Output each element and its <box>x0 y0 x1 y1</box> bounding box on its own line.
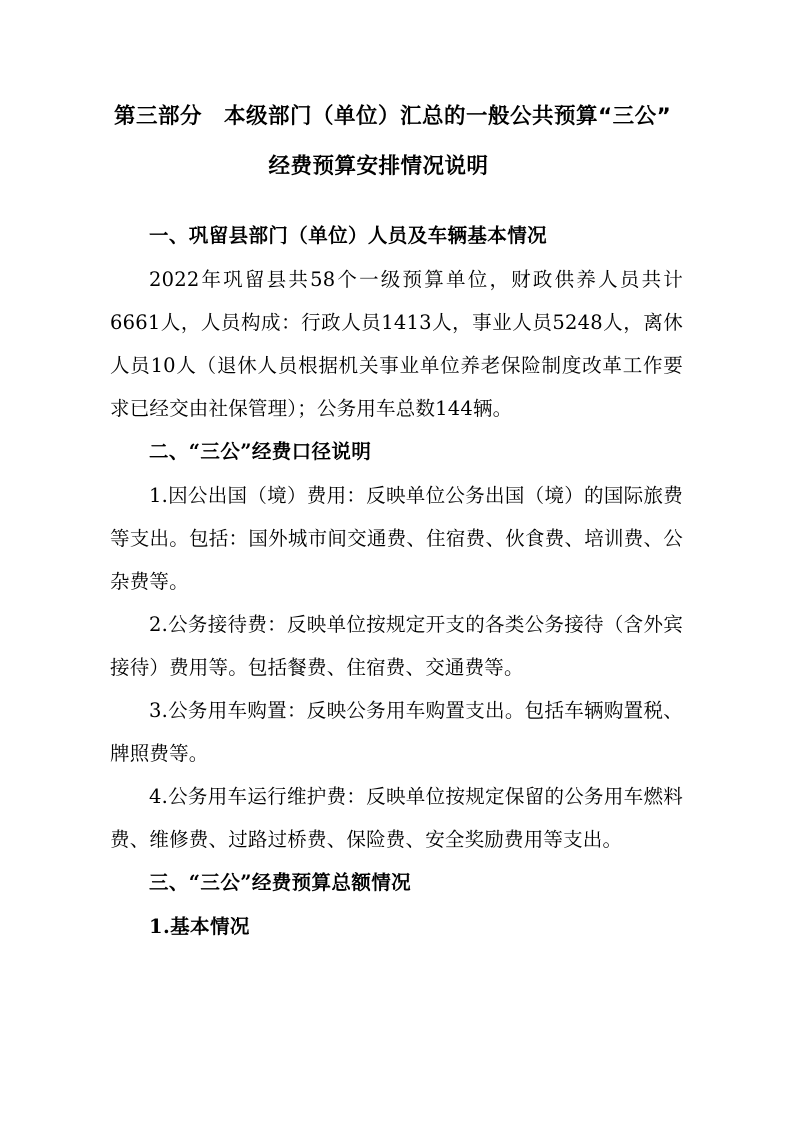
page-title <box>110 92 683 192</box>
section-2-paragraph-4: 4.公务用车运行维护费：反映单位按规定保留的公务用车燃料费、维修费、过路过桥费、保险费、安全奖励费用等支出。 <box>110 785 683 851</box>
section-1-paragraph-1: 2022年巩留县共58个一级预算单位，财政供养人员共计6661人，人员构成：行政人员1413人，事业人员5248人，离休人员10人（退休人员根据机关事业单位养老保险制度改革工作要求已经交由社保管理）；公务用车总数144辆。 <box>110 268 683 420</box>
section-2-paragraph-1: 1.因公出国（境）费用：反映单位公务出国（境）的国际旅费等支出。包括：国外城市间交通费、住宿费、伙食费、培训费、公杂费等。 <box>110 484 683 593</box>
section-2-paragraph-2: 2.公务接待费：反映单位按规定开支的各类公务接待（含外宾接待）费用等。包括餐费、住宿费、交通费等。 <box>110 613 683 679</box>
page-title-line-2: 经费预算安排情况说明 <box>268 154 489 179</box>
section-heading-1: 一、巩留县部门（单位）人员及车辆基本情况 <box>149 224 548 247</box>
section-3-subheading-1: 1.基本情况 <box>149 915 250 938</box>
section-2-paragraph-3: 3.公务用车购置：反映公务用车购置支出。包括车辆购置税、牌照费等。 <box>110 699 683 765</box>
section-heading-2: 二、“三公”经费口径说明 <box>149 440 372 463</box>
section-heading-3: 三、“三公”经费预算总额情况 <box>149 871 412 894</box>
page-title-line-1: 第三部分 本级部门（单位）汇总的一般公共预算“三公” <box>114 104 672 129</box>
